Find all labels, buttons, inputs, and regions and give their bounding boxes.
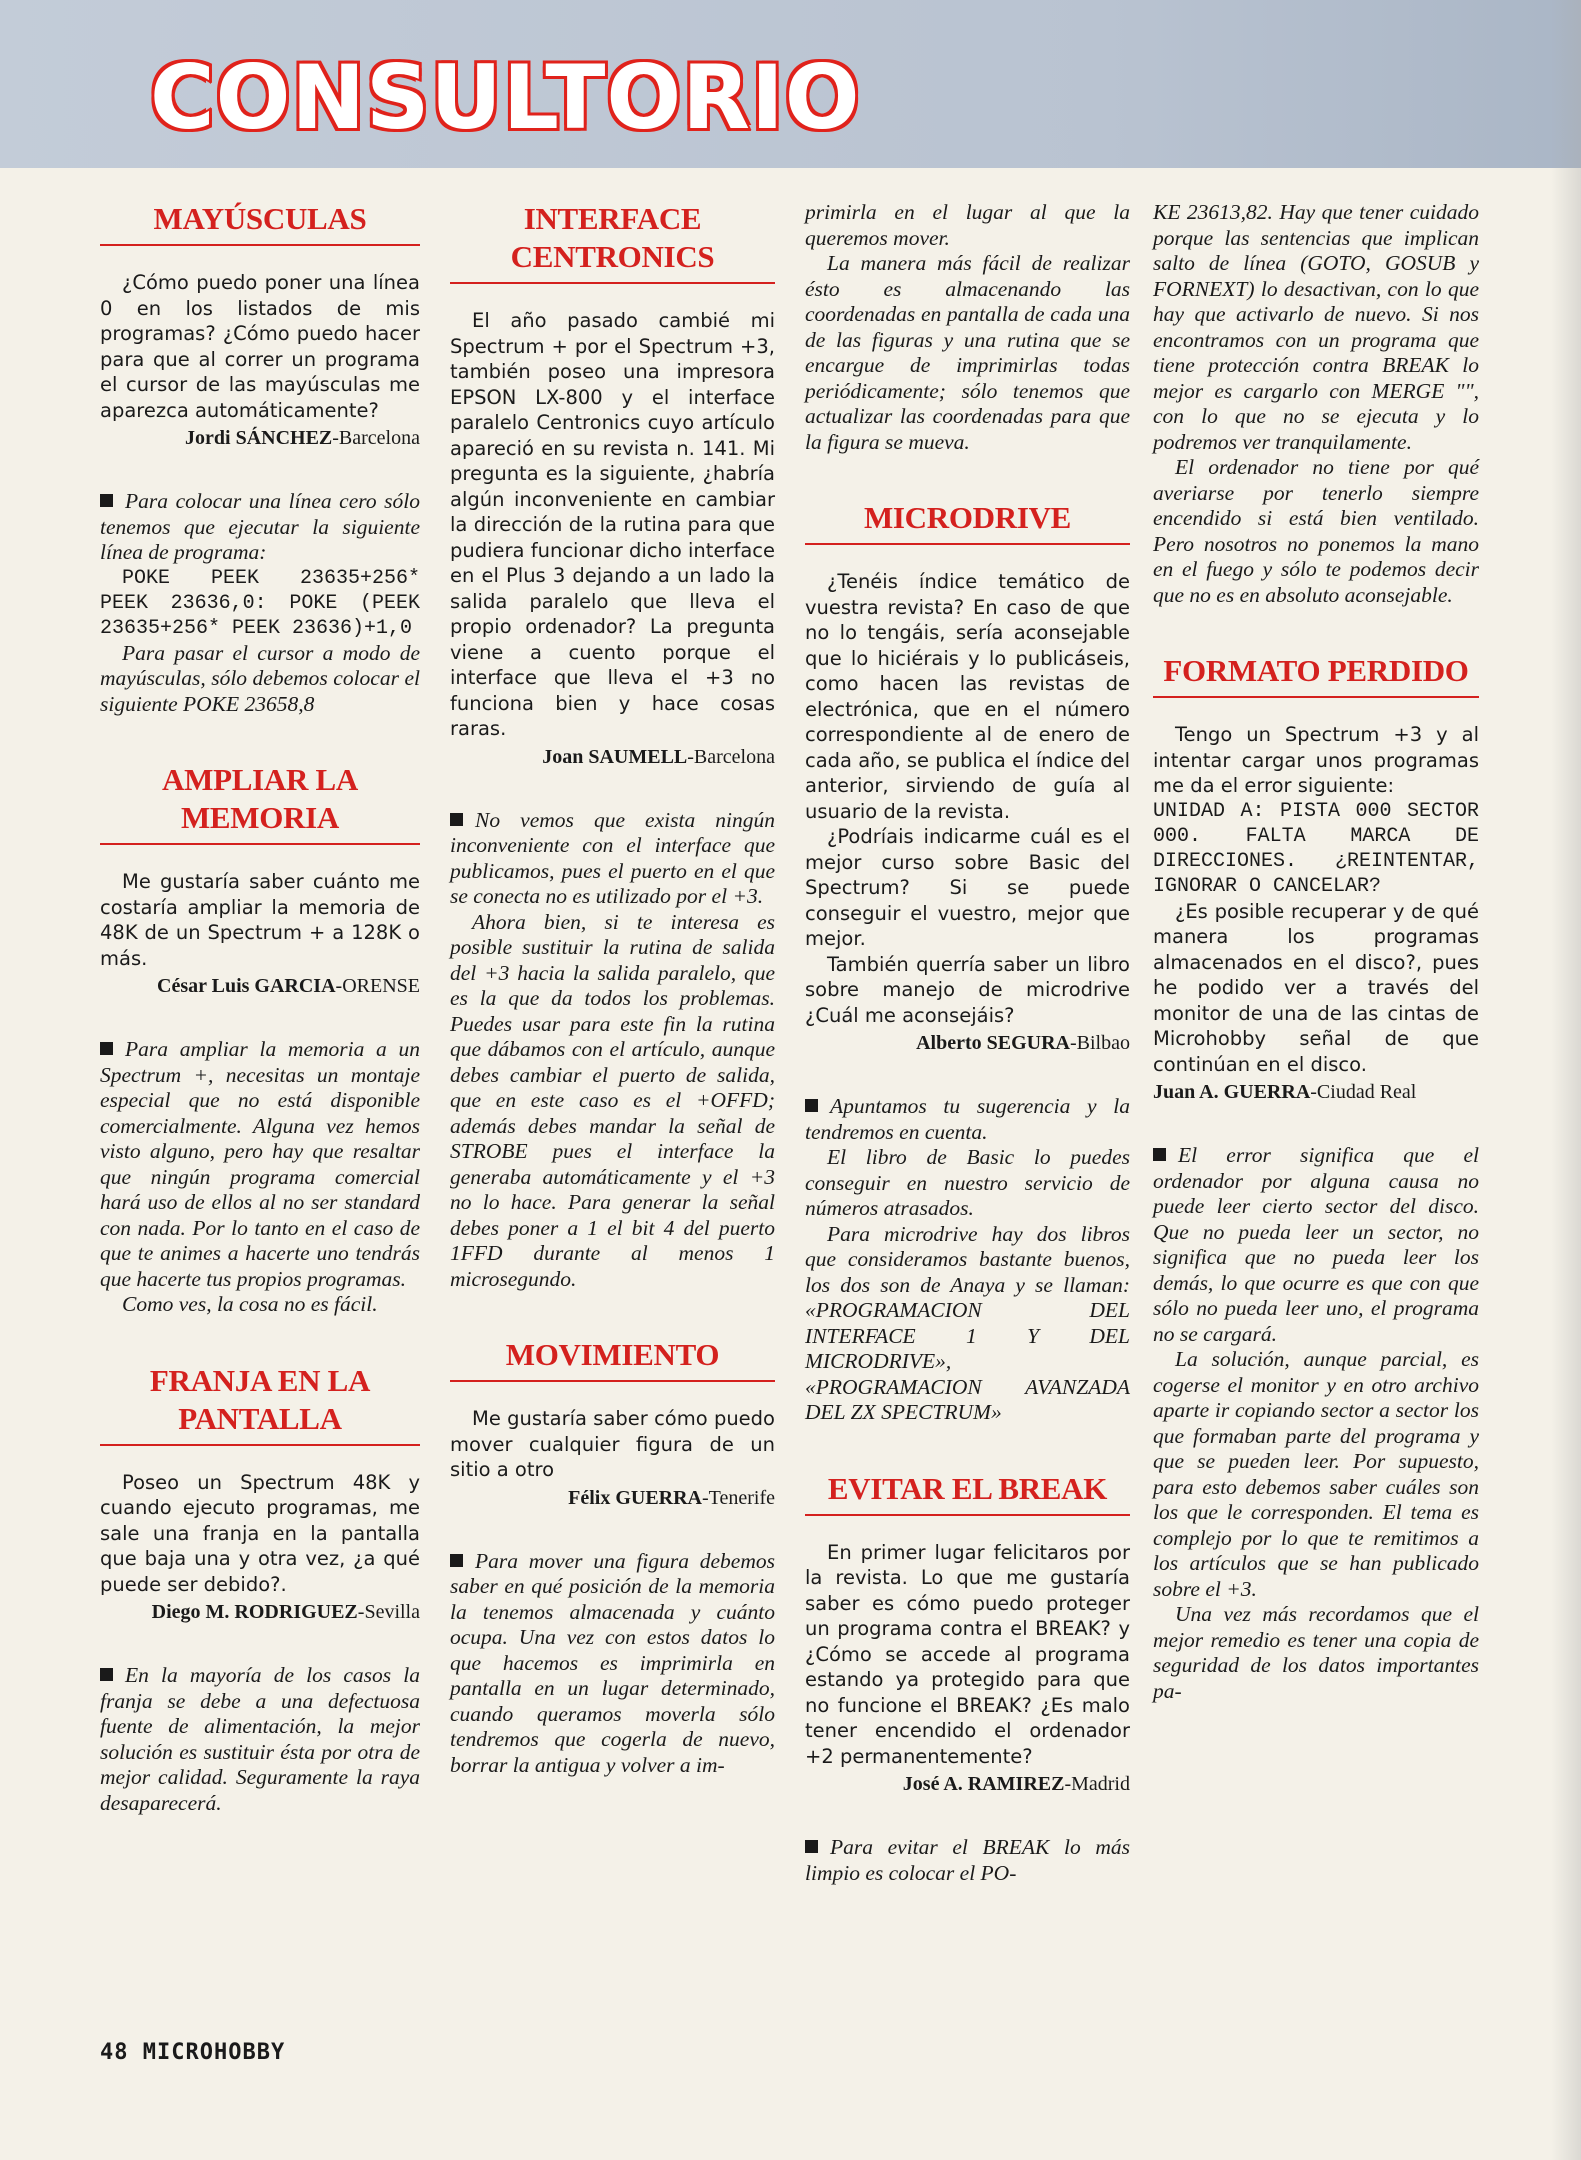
- answer-text: Para mover una figura debemos saber en qué posición de la memoria la tenemos almacenada y cuánto ocupa. Una vez con estos datos lo que hacemos es imprimirla en pantalla en un lugar determinado, cuando queramos moverla sólo tendremos que cogerla de nuevo, borrar la antigua y volver a im-: [450, 1548, 775, 1777]
- answer-text: En la mayoría de los casos la franja se debe a una defectuosa fuente de alimentación, la mejor solución es sustituir ésta por otra de mejor calidad. Seguramente la raya desaparecerá.: [100, 1663, 420, 1815]
- section-ampliar-memoria: [100, 761, 420, 1318]
- page-footer: 48 MICROHOBBY: [100, 2040, 286, 2065]
- reader-name: Alberto SEGURA: [916, 1032, 1070, 1054]
- section-interface-centronics: [450, 200, 775, 1292]
- section-mayusculas: [100, 200, 420, 717]
- answer-text: No vemos que exista ningún inconveniente con el interface que publicamos, pues el puerto en el que se conecta no es utilizado por el +3.: [450, 807, 775, 908]
- reader-name: Félix GUERRA: [568, 1486, 702, 1509]
- section-movimiento: [450, 1336, 775, 1778]
- section-title: EVITAR EL BREAK: [805, 1470, 1130, 1516]
- reader-question: El año pasado cambié mi Spectrum + por el Spectrum +3, también poseo una impresora EPSON LX-800 y el interface paralelo Centronics cuyo artículo apareció en su revista n. 141. Mi pregunta es la siguiente, ¿habría algún inconveniente en cambiar la dirección de la rutina para que pudiera funcionar dicho interface en el Plus 3 dejando a un lado la salida paralelo que lleva el propio ordenador? La pregunta viene a cuento porque el interface que lleva el +3 no funciona bien y hace cosas raras.: [450, 309, 775, 740]
- reader-signature: [100, 1599, 420, 1625]
- column-1: [100, 200, 420, 1860]
- answer-text: Como ves, la cosa no es fácil.: [122, 1292, 378, 1316]
- reader-question: ¿Podríais indicarme cuál es el mejor curso sobre Basic del Spectrum? Si se puede conseguir el vuestro, mejor que mejor.: [805, 825, 1130, 950]
- reader-question: ¿Cómo puedo poner una línea 0 en los listados de mis programas? ¿Cómo puedo hacer para que al correr un programa el cursor de las mayúsculas me aparezca automáticamente?: [100, 271, 420, 422]
- reader-city: -Madrid: [1064, 1773, 1130, 1795]
- square-bullet-icon: [100, 494, 113, 507]
- section-title: MOVIMIENTO: [450, 1336, 775, 1382]
- answer-text: La solución, aunque parcial, es cogerse el monitor y en otro archivo aparte ir copiando sector a sector los que formaban parte del programa y que se pueden leer. Por supuesto, para esto debemos saber cuáles son los que le corresponden. El tema es complejo por lo que te remitimos a los artículos que se han publicado sobre el +3.: [1153, 1347, 1479, 1601]
- answer-text: Para pasar el cursor a modo de mayúsculas, sólo debemos colocar el siguiente POKE 23658,8: [100, 640, 420, 716]
- square-bullet-icon: [100, 1042, 113, 1055]
- answer-text: Ahora bien, si te interesa es posible sustituir la rutina de salida del +3 hacia la salida paralelo, que es la que da todos los problemas. Puedes usar para este fin la rutina que dábamos con el artículo, aunque debes cambiar el puerto de salida, que en este caso es el +OFFD; además debes mandar la señal de STROBE pues el interface la generaba automáticamente y el +3 no lo hace. Para generar la señal debes poner a 1 el bit 4 del puerto 1FFD durante al menos 1 microsegundo.: [450, 909, 775, 1291]
- reader-question: En primer lugar felicitaros por la revista. Lo que me gustaría saber es cómo puedo proteger un programa contra el BREAK? y ¿Cómo se accede al programa estando ya protegido para que no funcione el BREAK? ¿Es malo tener encendido el ordenador +2 permanentemente?: [805, 1540, 1130, 1768]
- square-bullet-icon: [1153, 1148, 1166, 1161]
- section-microdrive: [805, 499, 1130, 1426]
- reader-signature: [805, 1030, 1130, 1056]
- reader-name: Jordi SÁNCHEZ: [185, 427, 333, 449]
- answer-text: El ordenador no tiene por qué averiarse por tenerlo siempre encendido si está bien ventilado. Pero nosotros no ponemos la mano en el fuego y sólo te podemos decir que no es en absoluto aconsejable.: [1153, 455, 1479, 607]
- page-edge-shadow: [1551, 0, 1581, 2160]
- column-3: [805, 200, 1130, 1930]
- column-4: [1153, 200, 1479, 1748]
- answer-text: Apuntamos tu sugerencia y la tendremos en cuenta.: [805, 1094, 1130, 1144]
- reader-name: Diego M. RODRIGUEZ: [151, 1601, 358, 1623]
- reader-name: Juan A. GUERRA: [1153, 1081, 1311, 1103]
- reader-question: ¿Tenéis índice temático de vuestra revista? En caso de que no lo tengáis, sería aconsejable que lo hiciérais y lo publicáseis, como hacen las revistas de electrónica, que en el número correspondiente al de enero de cada año, se publica el índice del anterior, sirviendo de guía al usuario de la revista.: [805, 570, 1130, 823]
- reader-question: Poseo un Spectrum 48K y cuando ejecuto programas, me sale una franja en la pantalla que baja una y otra vez, ¿a qué puede ser debido?.: [100, 1470, 420, 1596]
- answer-text: La manera más fácil de realizar ésto es almacenando las coordenadas en pantalla de cada una de las figuras y una rutina que se encargue de imprimirlas todas periódicamente; sólo tenemos que actualizar las coordenadas para que la figura se mueva.: [805, 251, 1130, 454]
- section-movimiento-continued: [805, 200, 1130, 455]
- reader-city: -Barcelona: [332, 427, 420, 449]
- answer-text: El error significa que el ordenador por alguna causa no puede leer cierto sector del disco. Que no pueda leer un sector, no significa que no pueda leer los demás, lo que ocurre es que con que sólo no pueda leer uno, el programa no se cargará.: [1153, 1143, 1479, 1346]
- reader-question: ¿Es posible recuperar y de qué manera los programas almacenados en el disco?, pues he podido ver a través del monitor de una de las cintas de Microhobby señal de que continúan en el disco.: [1153, 899, 1479, 1076]
- section-title: MICRODRIVE: [805, 499, 1130, 545]
- section-title: FRANJA EN LA PANTALLA: [100, 1362, 420, 1446]
- reader-question: Tengo un Spectrum +3 y al intentar cargar unos programas me da el error siguiente:: [1153, 723, 1479, 797]
- answer-text: primirla en el lugar al que la queremos mover.: [805, 200, 1130, 250]
- reader-signature: [450, 744, 775, 770]
- answer-text: Para ampliar la memoria a un Spectrum +, necesitas un montaje especial que no está disponible comercialmente. Alguna vez hemos visto alguno, pero hay que resaltar que ningún programa comercial hará uso de ellos al no ser standard con nada. Por lo tanto en el caso de que te animes a hacerte uno tendrás que hacerte tus propios programas.: [100, 1037, 420, 1291]
- reader-question: Me gustaría saber cómo puedo mover cualquier figura de un sitio a otro: [450, 1407, 775, 1481]
- reader-city: -ORENSE: [335, 975, 420, 997]
- reader-signature: [1153, 1079, 1479, 1105]
- reader-name: José A. RAMIREZ: [902, 1773, 1065, 1795]
- section-title: AMPLIAR LA MEMORIA: [100, 761, 420, 845]
- section-franja: [100, 1362, 420, 1817]
- square-bullet-icon: [450, 813, 463, 826]
- reader-signature: [100, 425, 420, 451]
- section-evitar-break: [805, 1470, 1130, 1887]
- reader-city: -Sevilla: [357, 1601, 420, 1623]
- square-bullet-icon: [805, 1099, 818, 1112]
- square-bullet-icon: [805, 1840, 818, 1853]
- reader-signature: [100, 973, 420, 999]
- answer-text: El libro de Basic lo puedes conseguir en nuestro servicio de números atrasados.: [805, 1145, 1130, 1220]
- square-bullet-icon: [450, 1554, 463, 1567]
- answer-text: Para evitar el BREAK lo más limpio es colocar el PO-: [805, 1835, 1130, 1885]
- section-break-continued: [1153, 200, 1479, 608]
- reader-city: -Tenerife: [702, 1486, 775, 1509]
- reader-city: -Barcelona: [687, 745, 775, 768]
- column-2: [450, 200, 775, 1822]
- answer-text: Para microdrive hay dos libros que consideramos bastante buenos, los dos son de Anaya y se llaman: «PROGRAMACION DEL INTERFACE 1 Y DEL MICRODRIVE», «PROGRAMACION AVANZADA DEL ZX SPECTRUM»: [805, 1221, 1130, 1424]
- reader-name: César Luis GARCIA: [157, 975, 336, 997]
- page-title: CONSULTORIO: [150, 46, 861, 149]
- error-message: UNIDAD A: PISTA 000 SECTOR 000. FALTA MARCA DE DIRECCIONES. ¿REINTENTAR, IGNORAR O CANCELAR?: [1153, 799, 1479, 898]
- reader-question: También querría saber un libro sobre manejo de microdrive ¿Cuál me aconsejáis?: [805, 952, 1130, 1027]
- reader-question: Me gustaría saber cuánto me costaría ampliar la memoria de 48K de un Spectrum + a 128K o más.: [100, 870, 420, 970]
- section-formato-perdido: [1153, 652, 1479, 1704]
- reader-city: -Ciudad Real: [1310, 1081, 1417, 1103]
- header-banner: [0, 0, 1581, 168]
- answer-text: KE 23613,82. Hay que tener cuidado porque las sentencias que implican salto de línea (GOTO, GOSUB y FORNEXT) lo desactivan, con lo que hay que activarlo de nuevo. Si nos encontramos con un programa que tiene protección contra BREAK lo mejor es cargarlo con MERGE "", con lo que no se ejecuta y lo podremos ver tranquilamente.: [1153, 200, 1479, 454]
- reader-signature: [450, 1485, 775, 1511]
- reader-signature: [805, 1771, 1130, 1797]
- answer-text: Una vez más recordamos que el mejor remedio es tener una copia de seguridad de los datos importantes pa-: [1153, 1602, 1479, 1703]
- reader-name: Joan SAUMELL: [542, 745, 688, 768]
- square-bullet-icon: [100, 1668, 113, 1681]
- section-title: INTERFACE CENTRONICS: [450, 200, 775, 284]
- reader-city: -Bilbao: [1070, 1032, 1130, 1054]
- section-title: FORMATO PERDIDO: [1153, 652, 1479, 698]
- section-title: MAYÚSCULAS: [100, 200, 420, 246]
- answer-text: Para colocar una línea cero sólo tenemos que ejecutar la siguiente línea de programa:: [100, 489, 420, 564]
- code-listing: POKE PEEK 23635+256* PEEK 23636,0: POKE (PEEK 23635+256* PEEK 23636)+1,0: [100, 566, 420, 640]
